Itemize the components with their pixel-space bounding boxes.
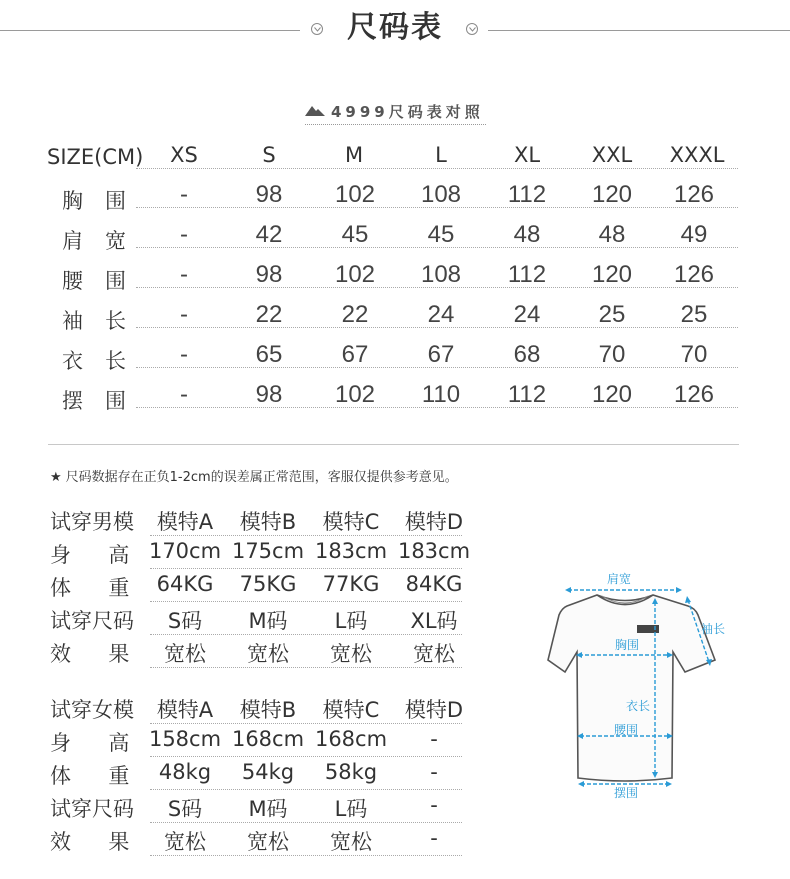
model-cell: 48kg [158, 760, 212, 784]
model-cell: 模特C [322, 698, 380, 722]
header-rule-left [0, 30, 300, 31]
model-row-label: 体 重 [50, 764, 138, 788]
size-cell: 70 [680, 341, 708, 368]
size-cell: 120 [591, 381, 633, 408]
model-row-dots [150, 789, 462, 790]
model-row-label: 试穿尺码 [50, 797, 134, 821]
model-cell: 宽松 [330, 830, 372, 854]
model-row-label: 试穿男模 [50, 510, 134, 534]
size-row-label: 胸围 [62, 189, 148, 213]
label-chest: 胸围 [615, 638, 640, 652]
model-cell: 168cm [314, 727, 388, 751]
model-cell: 宽松 [247, 830, 289, 854]
model-row-dots [150, 568, 462, 569]
size-cell: - [180, 261, 188, 288]
model-cell: 168cm [231, 727, 305, 751]
size-cell: 126 [673, 181, 715, 208]
size-cell: 102 [334, 381, 376, 408]
size-cell: 126 [673, 381, 715, 408]
size-cell: 98 [255, 181, 283, 208]
size-cell: 65 [255, 341, 283, 368]
model-row-label: 身 高 [50, 543, 138, 567]
model-row-label: 体 重 [50, 576, 138, 600]
model-row-dots [150, 535, 462, 536]
size-header-xs: XS [170, 143, 198, 167]
model-cell: 宽松 [164, 830, 206, 854]
model-cell: 宽松 [164, 642, 206, 666]
model-cell: M码 [248, 609, 288, 633]
size-header-xxl: XXL [591, 143, 633, 167]
model-cell: 模特D [404, 510, 464, 534]
model-row-label: 试穿尺码 [50, 609, 134, 633]
size-cell: 98 [255, 381, 283, 408]
model-row-dots [150, 601, 462, 602]
size-cell: - [180, 181, 188, 208]
model-cell: 54kg [241, 760, 295, 784]
model-cell: 模特A [156, 510, 214, 534]
size-cell: 70 [598, 341, 626, 368]
size-header-xl: XL [513, 143, 541, 167]
model-row-label: 身 高 [50, 731, 138, 755]
size-row-label: 衣长 [62, 349, 148, 373]
size-cell: - [180, 301, 188, 328]
size-cell: - [180, 221, 188, 248]
model-cell: 模特D [404, 698, 464, 722]
section-divider [48, 444, 739, 445]
model-cell: 183cm [314, 539, 388, 563]
model-row-dots [150, 723, 462, 724]
size-cell: 102 [334, 181, 376, 208]
row-dots [136, 207, 738, 208]
size-cell: - [180, 381, 188, 408]
model-cell: S码 [167, 609, 203, 633]
model-cell: L码 [334, 609, 368, 633]
model-cell: 宽松 [330, 642, 372, 666]
model-row-dots [150, 667, 462, 668]
size-cell: 98 [255, 261, 283, 288]
disclaimer-text: 尺码数据存在正负1-2cm的误差属正常范围，客服仅提供参考意见。 [65, 470, 458, 485]
size-cell: 67 [341, 341, 369, 368]
size-cell: 120 [591, 181, 633, 208]
model-cell: 183cm [397, 539, 471, 563]
header-dots [136, 168, 738, 169]
model-cell: 175cm [231, 539, 305, 563]
size-cell: 120 [591, 261, 633, 288]
model-cell: - [430, 793, 438, 817]
size-cell: 112 [507, 381, 547, 408]
model-cell: - [430, 760, 438, 784]
label-length: 衣长 [626, 699, 651, 713]
size-cell: - [180, 341, 188, 368]
model-cell: 84KG [405, 572, 463, 596]
size-cell: 22 [341, 301, 369, 328]
model-row-dots [150, 756, 462, 757]
size-cell: 22 [255, 301, 283, 328]
size-row-label: 袖长 [62, 309, 148, 333]
size-header-s: S [262, 143, 276, 167]
size-cell: 48 [513, 221, 541, 248]
row-dots [136, 327, 738, 328]
row-dots [136, 407, 738, 408]
model-row-dots [150, 822, 462, 823]
size-cell: 112 [507, 181, 547, 208]
model-cell: 模特A [156, 698, 214, 722]
size-cell: 112 [507, 261, 547, 288]
row-dots [136, 287, 738, 288]
model-cell: 75KG [239, 572, 297, 596]
size-header-l: L [435, 143, 447, 167]
model-cell: 77KG [322, 572, 380, 596]
size-header-m: M [344, 143, 364, 167]
chevron-down-icon [311, 23, 323, 35]
size-cell: 25 [680, 301, 708, 328]
size-cell: 25 [598, 301, 626, 328]
label-sleeve: 袖长 [701, 622, 726, 636]
label-hem: 摆围 [614, 786, 639, 800]
model-cell: - [430, 826, 438, 850]
tshirt-icon [545, 580, 745, 810]
size-row-label: 腰围 [62, 269, 148, 293]
size-header-xxxl: XXXL [669, 143, 725, 167]
model-cell: 宽松 [413, 642, 455, 666]
size-cell: 49 [680, 221, 708, 248]
model-cell: M码 [248, 797, 288, 821]
model-cell: S码 [167, 797, 203, 821]
size-cell: 24 [513, 301, 541, 328]
model-cell: 58kg [324, 760, 378, 784]
star-icon: ★ [50, 470, 62, 485]
size-cell: 68 [513, 341, 541, 368]
model-cell: 64KG [156, 572, 214, 596]
model-cell: 158cm [148, 727, 222, 751]
size-cell: 42 [255, 221, 283, 248]
subtitle-text: 4999尺码表对照 [331, 103, 484, 121]
model-cell: 模特B [239, 510, 297, 534]
label-shoulder: 肩宽 [607, 572, 632, 586]
mountain-icon [305, 104, 325, 116]
size-table-corner: SIZE(CM) [47, 145, 144, 169]
model-row-dots [150, 855, 462, 856]
disclaimer-note [50, 466, 458, 485]
chevron-down-icon [466, 23, 478, 35]
label-waist: 腰围 [614, 723, 639, 737]
size-row-label: 摆围 [62, 389, 148, 413]
size-cell: 67 [427, 341, 455, 368]
model-cell: 170cm [148, 539, 222, 563]
size-cell: 48 [598, 221, 626, 248]
size-cell: 126 [673, 261, 715, 288]
model-row-label: 试穿女模 [50, 698, 134, 722]
model-cell: XL码 [410, 609, 458, 633]
model-cell: 模特C [322, 510, 380, 534]
model-cell: L码 [334, 797, 368, 821]
size-cell: 45 [427, 221, 455, 248]
header-rule-right [488, 30, 790, 31]
model-cell: 模特B [239, 698, 297, 722]
page-title: 尺码表 [347, 10, 443, 45]
row-dots [136, 247, 738, 248]
model-row-label: 效 果 [50, 830, 138, 854]
size-cell: 108 [420, 181, 462, 208]
size-row-label: 肩宽 [62, 229, 148, 253]
model-row-label: 效 果 [50, 642, 138, 666]
size-cell: 110 [421, 381, 461, 408]
model-cell: 宽松 [247, 642, 289, 666]
size-cell: 24 [427, 301, 455, 328]
subtitle [305, 100, 486, 125]
model-row-dots [150, 634, 462, 635]
size-cell: 108 [420, 261, 462, 288]
row-dots [136, 367, 738, 368]
model-cell: - [430, 727, 438, 751]
size-cell: 45 [341, 221, 369, 248]
size-cell: 102 [334, 261, 376, 288]
